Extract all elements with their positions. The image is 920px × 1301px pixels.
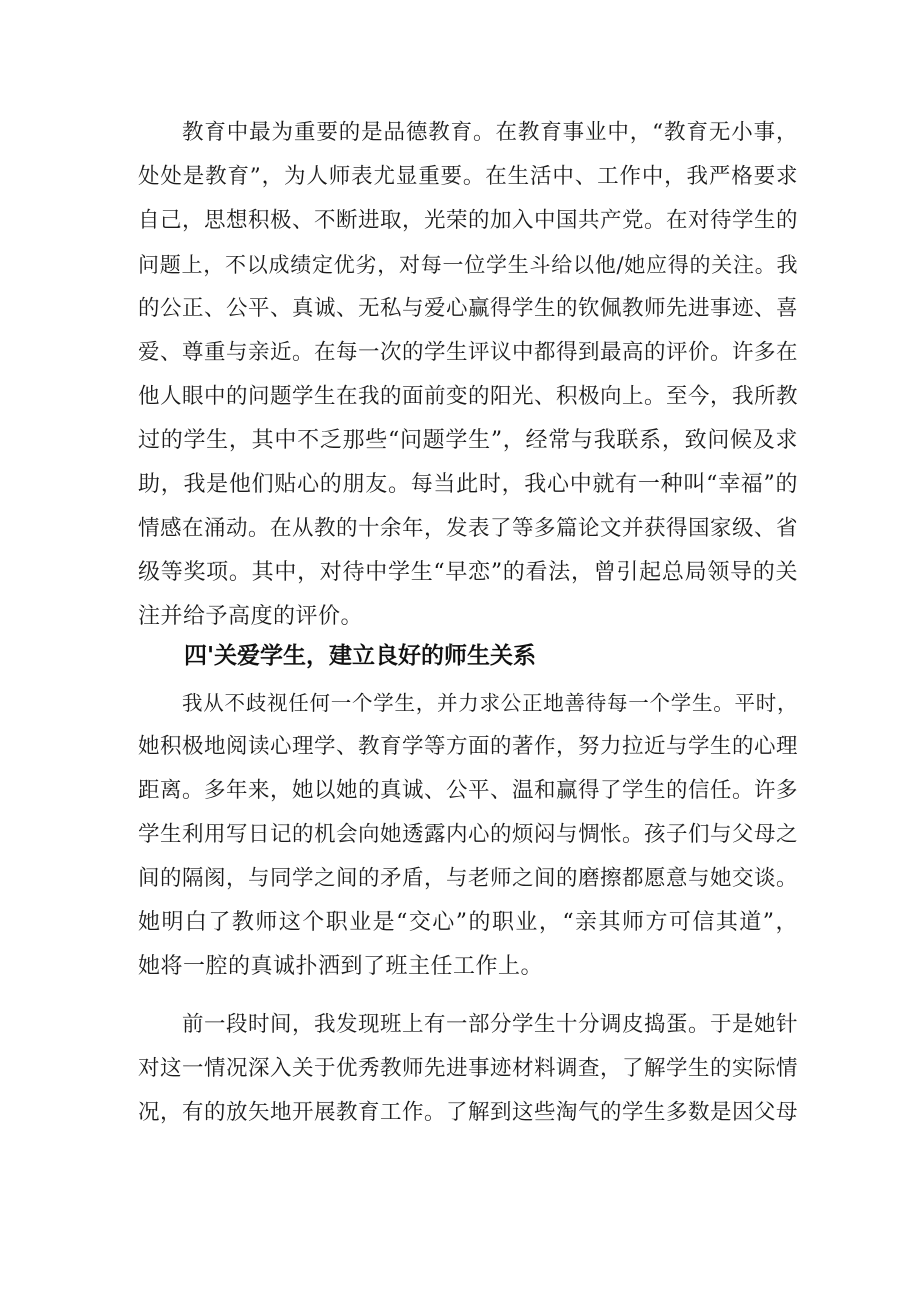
text-line: 间的隔阂，与同学之间的矛盾，与老师之间的磨擦都愿意与她交谈。 <box>138 866 799 891</box>
text-line: 前一段时间，我发现班上有一部分学生十分调皮捣蛋。于是她针 <box>182 1012 799 1037</box>
text-line: 助，我是他们贴心的朋友。每当此时，我心中就有一种叫“幸福”的 <box>138 472 798 497</box>
text-line: 爱、尊重与亲近。在每一次的学生评议中都得到最高的评价。许多在 <box>138 340 799 365</box>
text-line: 距离。多年来，她以她的真诚、公平、温和赢得了学生的信任。许多 <box>138 778 799 803</box>
text-line: 情感在涌动。在从教的十余年，发表了等多篇论文并获得国家级、省 <box>138 516 799 541</box>
text-line: 级等奖项。其中，对待中学生“早恋”的看法，曾引起总局领导的关 <box>138 560 798 585</box>
text-line: 对这一情况深入关于优秀教师先进事迹材料调查，了解学生的实际情 <box>138 1056 799 1081</box>
text-line: 况，有的放矢地开展教育工作。了解到这些淘气的学生多数是因父母 <box>138 1100 799 1125</box>
text-line: 注并给予高度的评价。 <box>138 604 364 629</box>
text-line: 过的学生，其中不乏那些“问题学生”，经常与我联系，致问候及求 <box>138 428 798 453</box>
text-line: 她将一腔的真诚扑洒到了班主任工作上。 <box>138 954 544 979</box>
section-heading: 四'关爱学生，建立良好的师生关系 <box>184 643 537 669</box>
text-line: 自己，思想积极、不断进取，光荣的加入中国共产党。在对待学生的 <box>138 208 799 233</box>
text-line: 我从不歧视任何一个学生，并力求公正地善待每一个学生。平时， <box>182 691 798 715</box>
text-line: 处处是教育”，为人师表尤显重要。在生活中、工作中，我严格要求 <box>138 164 798 189</box>
text-line: 她明白了教师这个职业是“交心”的职业，“亲其师方可信其道”， <box>138 910 798 935</box>
text-line: 问题上，不以成绩定优劣，对每一位学生斗给以他/她应得的关注。我 <box>138 253 798 277</box>
text-line: 的公正、公平、真诚、无私与爱心赢得学生的钦佩教师先进事迹、喜 <box>138 296 799 321</box>
text-line: 他人眼中的问题学生在我的面前变的阳光、积极向上。至今，我所教 <box>138 384 799 409</box>
text-line: 学生利用写日记的机会向她透露内心的烦闷与惆怅。孩子们与父母之 <box>138 822 799 847</box>
text-line: 教育中最为重要的是品德教育。在教育事业中，“教育无小事， <box>182 120 798 145</box>
text-line: 她积极地阅读心理学、教育学等方面的著作，努力拉近与学生的心理 <box>138 734 799 759</box>
